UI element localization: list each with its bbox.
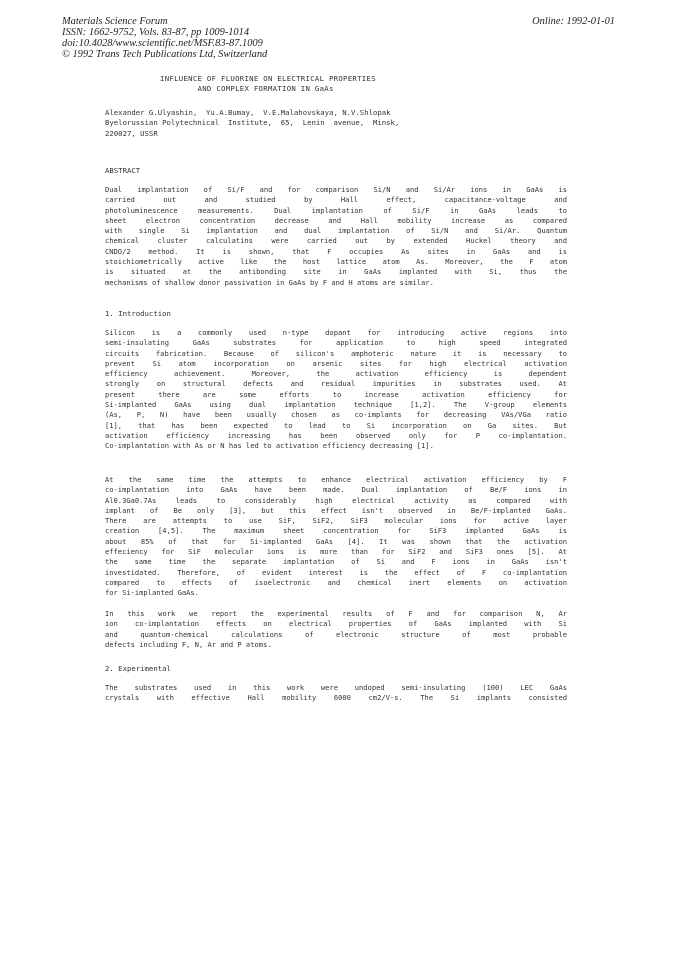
text-line: sheet electron concentration decrease and Hall mobility increase as compared [105, 215, 567, 225]
text-line: co-implantation into GaAs have been made. Dual implantation of Be/F ions in [105, 485, 567, 495]
text-line: is situated at the antibonding site in GaAs implanted with Si, thus the [105, 267, 567, 277]
text-line: effeciency for SiF molecular ions is more than for SiF2 and SiF3 ones [5]. At [105, 547, 567, 557]
postal-address: 220027, USSR [105, 128, 158, 138]
text-line: compared to effects of isoelectronic and chemical inert elements on activation [105, 577, 567, 587]
intro-paragraph-1 [105, 328, 567, 452]
paper-title [160, 74, 376, 94]
issn-line: ISSN: 1662-9752, Vols. 83-87, pp 1009-1014 [62, 27, 250, 38]
text-line: creation [4,5]. The maximum sheet concentration for SiF3 implanted GaAs is [105, 526, 567, 536]
text-line: present there are some efforts to increase activation efficiency for [105, 389, 567, 399]
copyright-line: © 1992 Trans Tech Publications Ltd, Switzerland [62, 49, 268, 60]
text-line: stoichiometrically active like the host lattice atom As. Moreover, the F atom [105, 257, 567, 267]
text-line: Dual implantation of Si/F and for comparison Si/N and Si/Ar ions in GaAs is [105, 185, 567, 194]
author-block [105, 108, 399, 139]
title-line-2: AND COMPLEX FORMATION IN GaAs [197, 84, 334, 93]
text-line: semi-insulating GaAs substrates for application to high speed integrated [105, 338, 567, 348]
abstract-body [105, 185, 567, 288]
section-1-heading: 1. Introduction [105, 309, 171, 318]
journal-name: Materials Science Forum [62, 16, 168, 27]
text-line: There are attempts to use SiF, SiF2, SiF3 molecular ions for active layer [105, 516, 567, 526]
abstract-heading: ABSTRACT [105, 166, 141, 175]
doi-line: doi:10.4028/www.scientific.net/MSF.83-87.1009 [62, 38, 263, 49]
online-date: Online: 1992-01-01 [532, 16, 615, 27]
text-line: ion co-implantation effects on electrical properties of GaAs implanted with Si [105, 619, 567, 629]
experimental-paragraph-1 [105, 683, 567, 704]
intro-paragraph-2 [105, 475, 567, 599]
text-line: prevent Si atom incorporation on arsenic sites for high electrical activation [105, 358, 567, 368]
text-line: Si-implanted GaAs using dual implantation technique [1,2]. The V-group elements [105, 400, 567, 410]
text-line: implant of Be only [3], but this effect isn't observed in Be/F-implanted GaAs. [105, 505, 567, 515]
text-line: Co-implantation with As or N has led to activation efficiency decreasing [1]. [105, 441, 434, 451]
section-2-heading: 2. Experimental [105, 664, 171, 673]
text-line: In this work we report the experimental results of F and for comparison N, Ar [105, 609, 567, 618]
text-line: investidated. Therefore, of evident interest is the effect of F co-implantation [105, 567, 567, 577]
text-line: photoluminescence measurements. Dual implantation of Si/F in GaAs leads to [105, 205, 567, 215]
title-line-1: INFLUENCE OF FLUORINE ON ELECTRICAL PROPERTIES [160, 74, 376, 83]
text-line: for Si-implanted GaAs. [105, 588, 199, 598]
text-line: about 85% of that for Si-implanted GaAs [4]. It was shown that the activation [105, 536, 567, 546]
text-line: with single Si implantation and dual implantation of Si/N and Si/Ar. Quantum [105, 226, 567, 236]
citation-header [62, 16, 267, 60]
text-line: (As, P, N) have been usually chosen as co-implants for decreasing VAs/VGa ratio [105, 410, 567, 420]
text-line: and quantum-chemical calculations of electronic structure of most probable [105, 629, 567, 639]
text-line: efficiency achievement. Moreover, the activation efficiency is dependent [105, 369, 567, 379]
text-line: chemical cluster calculatins were carried out by extended Huckel theory and [105, 236, 567, 246]
text-line: The substrates used in this work were undoped semi-insulating (100) LEC GaAs [105, 683, 567, 692]
text-line: [1], that has been expected to lead to Si incorporation on Ga sites. But [105, 420, 567, 430]
text-line: mechanisms of shallow donor passivation in GaAs by F and H atoms are similar. [105, 277, 434, 287]
text-line: circuits fabrication. Because of silicon's amphoteric nature it is necessary to [105, 348, 567, 358]
text-line: CNDO/2 method. It is shown, that F occupies As sites in GaAs and is [105, 246, 567, 256]
text-line: strongly on structural defects and residual impurities in substrates used. At [105, 379, 567, 389]
text-line: Al0.3Ga0.7As leads to considerably high electrical activity as compared with [105, 495, 567, 505]
text-line: At the same time the attempts to enhance electrical activation efficiency by F [105, 475, 567, 484]
text-line: Silicon is a commonly used n-type dopant for introducing active regions into [105, 328, 567, 337]
affiliation: Byelorussian Polytechnical Institute, 65, Lenin avenue, Minsk, [105, 118, 400, 128]
text-line: crystals with effective Hall mobility 6000 cm2/V-s. The Si implants consisted [105, 693, 567, 703]
text-line: carried out and studied by Hall effect, capacitance-voltage and [105, 195, 567, 205]
authors: Alexander G.Ulyashin, Yu.A.Bumay, V.E.Malahovskaya, N.V.Shlopak [105, 108, 391, 117]
text-line: activation efficiency increasing has been observed only for P co-implantation. [105, 430, 567, 440]
text-line: the same time the separate implantation of Si and F ions in GaAs isn't [105, 557, 567, 567]
intro-paragraph-3 [105, 609, 567, 650]
text-line: defects including F, N, Ar and P atoms. [105, 639, 272, 649]
